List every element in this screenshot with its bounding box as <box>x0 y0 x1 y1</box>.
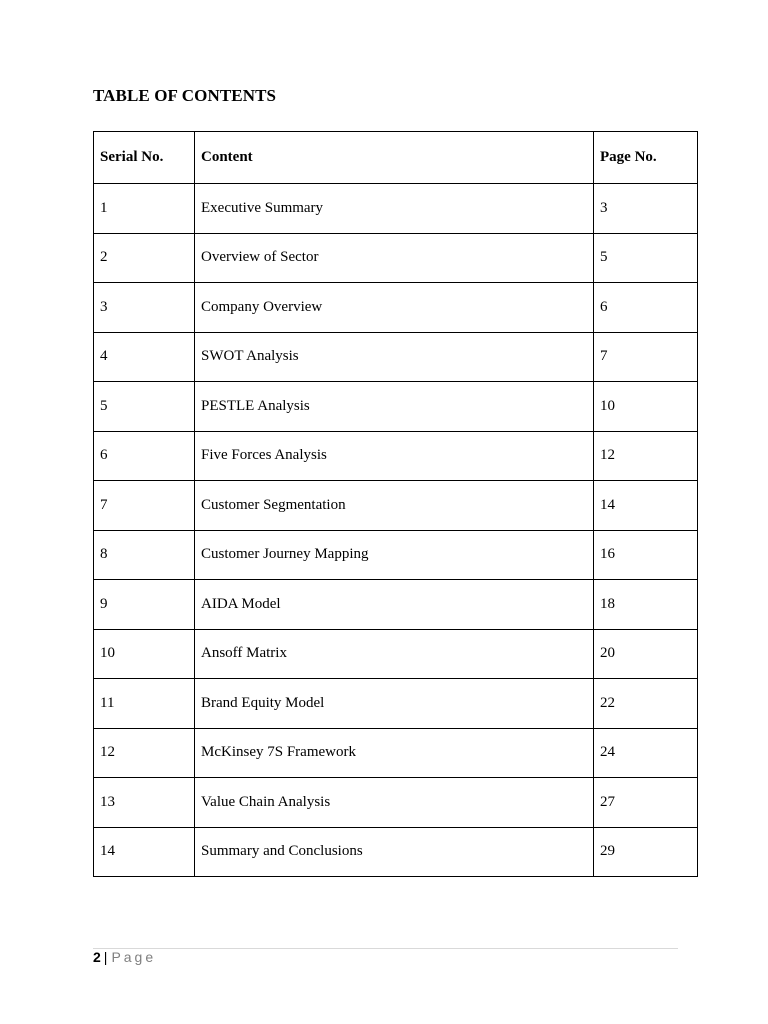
serial-cell: 1 <box>94 184 195 234</box>
page-number-cell: 24 <box>594 728 698 778</box>
content-cell: SWOT Analysis <box>195 332 594 382</box>
content-cell: PESTLE Analysis <box>195 382 594 432</box>
page-number-cell: 12 <box>594 431 698 481</box>
page-number-cell: 20 <box>594 629 698 679</box>
page-number-cell: 10 <box>594 382 698 432</box>
content-cell: Brand Equity Model <box>195 679 594 729</box>
toc-row <box>94 481 698 531</box>
content-cell: Five Forces Analysis <box>195 431 594 481</box>
content-cell: Executive Summary <box>195 184 594 234</box>
content-cell: Value Chain Analysis <box>195 778 594 828</box>
content-cell: Summary and Conclusions <box>195 827 594 877</box>
serial-cell: 9 <box>94 580 195 630</box>
serial-cell: 14 <box>94 827 195 877</box>
page-header: Page No. <box>594 132 698 184</box>
serial-cell: 12 <box>94 728 195 778</box>
serial-cell: 6 <box>94 431 195 481</box>
page-number-cell: 5 <box>594 233 698 283</box>
toc-row <box>94 728 698 778</box>
footer-divider <box>93 948 678 949</box>
page-word: Page <box>111 949 157 965</box>
page-number: 2 <box>93 949 101 965</box>
serial-cell: 13 <box>94 778 195 828</box>
toc-row <box>94 629 698 679</box>
toc-row <box>94 184 698 234</box>
toc-header-row <box>94 132 698 184</box>
footer-separator: | <box>103 949 108 965</box>
page-number-cell: 18 <box>594 580 698 630</box>
content-cell: Overview of Sector <box>195 233 594 283</box>
content-cell: Customer Journey Mapping <box>195 530 594 580</box>
toc-row <box>94 431 698 481</box>
content-cell: Ansoff Matrix <box>195 629 594 679</box>
page-number-cell: 6 <box>594 283 698 333</box>
page-number-cell: 3 <box>594 184 698 234</box>
toc-row <box>94 332 698 382</box>
page-number-cell: 16 <box>594 530 698 580</box>
content-cell: AIDA Model <box>195 580 594 630</box>
serial-header: Serial No. <box>94 132 195 184</box>
toc-row <box>94 778 698 828</box>
content-header: Content <box>195 132 594 184</box>
serial-cell: 7 <box>94 481 195 531</box>
toc-body <box>94 184 698 877</box>
page-footer <box>93 949 156 965</box>
toc-row <box>94 382 698 432</box>
serial-cell: 2 <box>94 233 195 283</box>
page-number-cell: 29 <box>594 827 698 877</box>
page-number-cell: 14 <box>594 481 698 531</box>
page-number-cell: 22 <box>594 679 698 729</box>
page-title: TABLE OF CONTENTS <box>93 86 277 105</box>
serial-cell: 11 <box>94 679 195 729</box>
content-cell: McKinsey 7S Framework <box>195 728 594 778</box>
serial-cell: 5 <box>94 382 195 432</box>
toc-row <box>94 283 698 333</box>
toc-row <box>94 233 698 283</box>
serial-cell: 10 <box>94 629 195 679</box>
serial-cell: 4 <box>94 332 195 382</box>
content-cell: Customer Segmentation <box>195 481 594 531</box>
toc-row <box>94 827 698 877</box>
toc-row <box>94 679 698 729</box>
serial-cell: 8 <box>94 530 195 580</box>
content-cell: Company Overview <box>195 283 594 333</box>
toc-table <box>93 131 698 877</box>
toc-row <box>94 530 698 580</box>
toc-row <box>94 580 698 630</box>
serial-cell: 3 <box>94 283 195 333</box>
page-number-cell: 7 <box>594 332 698 382</box>
page-number-cell: 27 <box>594 778 698 828</box>
